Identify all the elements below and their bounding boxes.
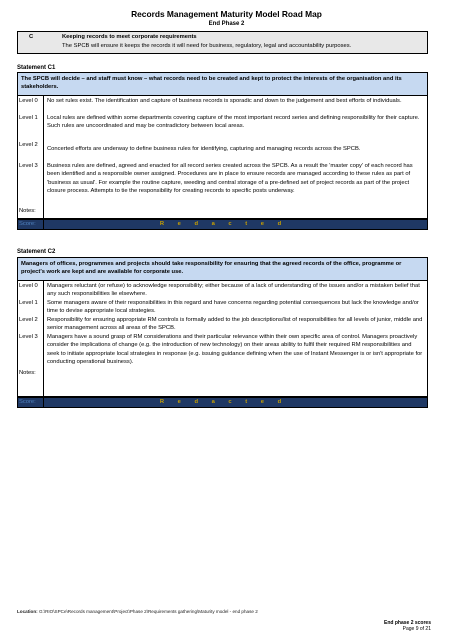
section-box [17,31,428,54]
footer-right [384,620,431,632]
c1-level-2-row [17,140,428,161]
score-value: R e d a c t e d [159,221,288,227]
level-label: Level 0 [18,281,44,298]
section-description: The SPCB will ensure it keeps the records it will need for business, regulatory, legal and accountability purposes. [62,43,352,49]
location-label: Location: [17,609,38,614]
level-label: Level 3 [18,161,44,206]
statement-c2-label: Statement C2 [17,249,56,255]
page-title: Records Management Maturity Model Road Map [131,9,322,19]
c1-level-1-row [17,113,428,140]
c1-level-3-row [17,161,428,206]
sheet-name: End phase 2 scores [384,620,431,626]
level-label: Level 2 [18,140,44,161]
statement-c1-label: Statement C1 [17,65,56,71]
c2-notes-row [17,368,428,397]
score-value: R e d a c t e d [159,399,288,405]
level-text: No set rules exist. The identification and capture of business records is sporadic and down to the judgement and best efforts of individuals. [47,98,402,104]
c2-score-row [17,397,428,408]
score-label: Score: [18,220,44,229]
level-text: Responsibility for ensuring appropriate RM controls is formally added to the job descriptions/list of responsibilities for all levels of junior, middle and senior management across all areas of the SPCB. [47,317,423,332]
level-text: Managers have a sound grasp of RM considerations and their particular relevance within their own specific area of control. Managers proactively consider the implications of change (e.g. the introduction of new technology) on their areas ability to fulfil their required RM responsibilities and seek to initiate appropriate local strategies in response (e.g. issuing guidance defining when the use of Instant Messenger is or isn't appropriate for conducting operational business). [47,334,423,366]
c2-level-0-row [17,281,428,298]
level-label: Level 2 [18,315,44,332]
level-label: Level 3 [18,332,44,368]
level-text: Managers reluctant (or refuse) to acknowledge responsibility; either because of a lack of understanding of the issues and/or a mistaken belief that any such responsibilities lie elsewhere. [47,283,420,298]
statement-c2-text: Managers of offices, programmes and projects should take responsibility for ensuring that the agreed records of the office, programme or project's work are kept and are available for corporate use. [17,257,428,281]
level-text: Business rules are defined, agreed and enacted for all record series created across the SPCB. As a result the 'master copy' of each record has been identified and a responsible owner assigned. Procedures are in place to ensure records are managed according to these rules as part of 'business as usual'. For example the routine capture, weeding and central storage of a pre-defined set of project records as part of the project closure process. Attempts to tie the responsibility for creating records to specific posts underway. [47,163,413,195]
c1-notes-row [17,206,428,219]
section-letter: C [29,34,34,40]
level-text: Concerted efforts are underway to define business rules for identifying, capturing and managing records across the SPCB. [47,146,361,152]
level-label: Level 1 [18,298,44,315]
notes-label: Notes: [18,206,44,218]
page-number: Page 9 of 21 [402,626,431,632]
c1-score-row [17,219,428,230]
c2-level-3-row [17,332,428,368]
page-subtitle: End Phase 2 [208,21,245,27]
notes-label: Notes: [18,368,44,396]
statement-c1-text: The SPCB will decide – and staff must know – what records need to be created and kept to protect the interests of the organisation and its stakeholders. [17,72,428,96]
score-label: Score: [18,398,44,407]
c2-level-1-row [17,298,428,315]
location-path: G:\RIO\SPCe\Records management\Project\Phase 2\Requirements gathering\Maturity model - end phase 2 [38,609,258,614]
level-text: Some managers aware of their responsibilities in this regard and have concerns regarding potential consequences but lack the knowledge and/or time to devise appropriate local strategies. [47,300,419,315]
level-text: Local rules are defined within some departments covering capture of the most important record series and defining responsibility for their capture. Such rules are uncoordinated and may be contradictory between local areas. [47,115,420,130]
section-heading: Keeping records to meet corporate requirements [62,34,197,40]
c2-level-2-row [17,315,428,332]
level-label: Level 1 [18,113,44,140]
c1-level-0-row [17,96,428,113]
footer-location [17,609,258,614]
level-label: Level 0 [18,96,44,113]
